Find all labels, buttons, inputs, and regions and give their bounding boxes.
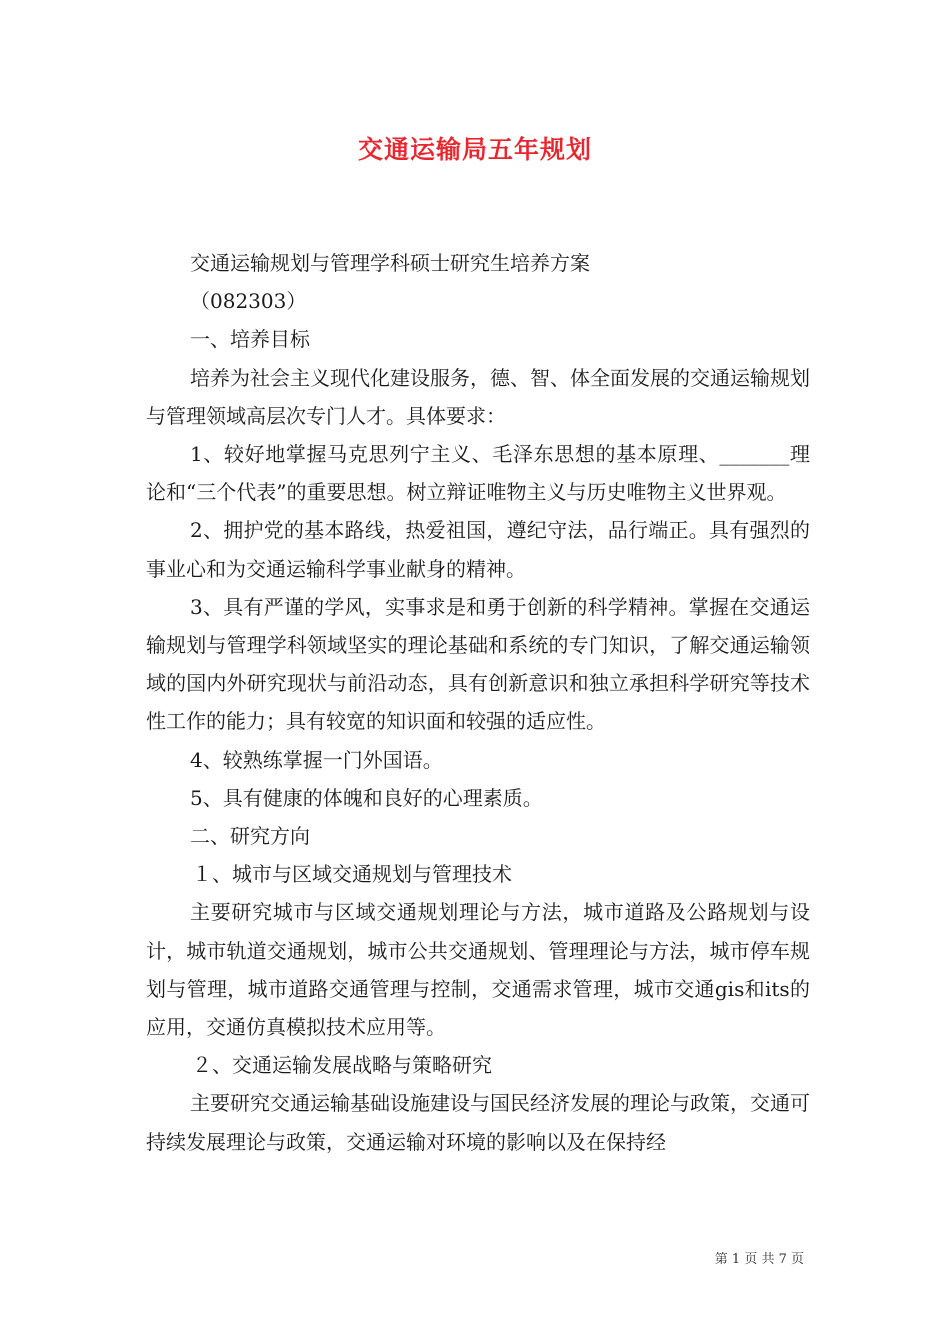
goal-item-3: 3、具有严谨的学风，实事求是和勇于创新的科学精神。掌握在交通运输规划与管理学科领域坚实的理论基础和系统的专门知识，了解交通运输领域的国内外研究现状与前沿动态，具有创新意识和独立承担科学研究等技术性工作的能力；具有较宽的知识面和较强的适应性。 (146, 594, 810, 734)
section-heading-goals: 一、培养目标 (190, 327, 310, 352)
section-heading-directions: 二、研究方向 (190, 824, 310, 849)
document-title: 交通运输局五年规划 (357, 135, 592, 164)
program-code: （082303） (190, 289, 307, 314)
goal-item-5: 5、具有健康的体魄和良好的心理素质。 (190, 785, 543, 810)
direction-1-heading: １、城市与区域交通规划与管理技术 (192, 862, 512, 887)
goal-item-4: 4、较熟练掌握一门外国语。 (190, 747, 443, 772)
document-subtitle: 交通运输规划与管理学科硕士研究生培养方案 (190, 251, 590, 275)
goals-intro: 培养为社会主义现代化建设服务，德、智、体全面发展的交通运输规划与管理领域高层次专门人才。具体要求： (146, 365, 810, 428)
direction-1-body: 主要研究城市与区域交通规划理论与方法，城市道路及公路规划与设计，城市轨道交通规划，城市公共交通规划、管理理论与方法，城市停车规划与管理，城市道路交通管理与控制，交通需求管理，城市交通gis和its的应用，交通仿真模拟技术应用等。 (146, 900, 810, 1040)
document-body (146, 244, 810, 1161)
direction-2-body: 主要研究交通运输基础设施建设与国民经济发展的理论与政策，交通可持续发展理论与政策，交通运输对环境的影响以及在保持经 (146, 1091, 810, 1154)
goal-item-2: 2、拥护党的基本路线，热爱祖国，遵纪守法，品行端正。具有强烈的事业心和为交通运输科学事业献身的精神。 (146, 518, 810, 581)
goal-item-1: 1、较好地掌握马克思列宁主义、毛泽东思想的基本原理、_______理论和“三个代表”的重要思想。树立辩证唯物主义与历史唯物主义世界观。 (146, 442, 810, 505)
page-number: 第 1 页 共 7 页 (714, 1252, 804, 1267)
direction-2-heading: ２、交通运输发展战略与策略研究 (192, 1053, 492, 1078)
